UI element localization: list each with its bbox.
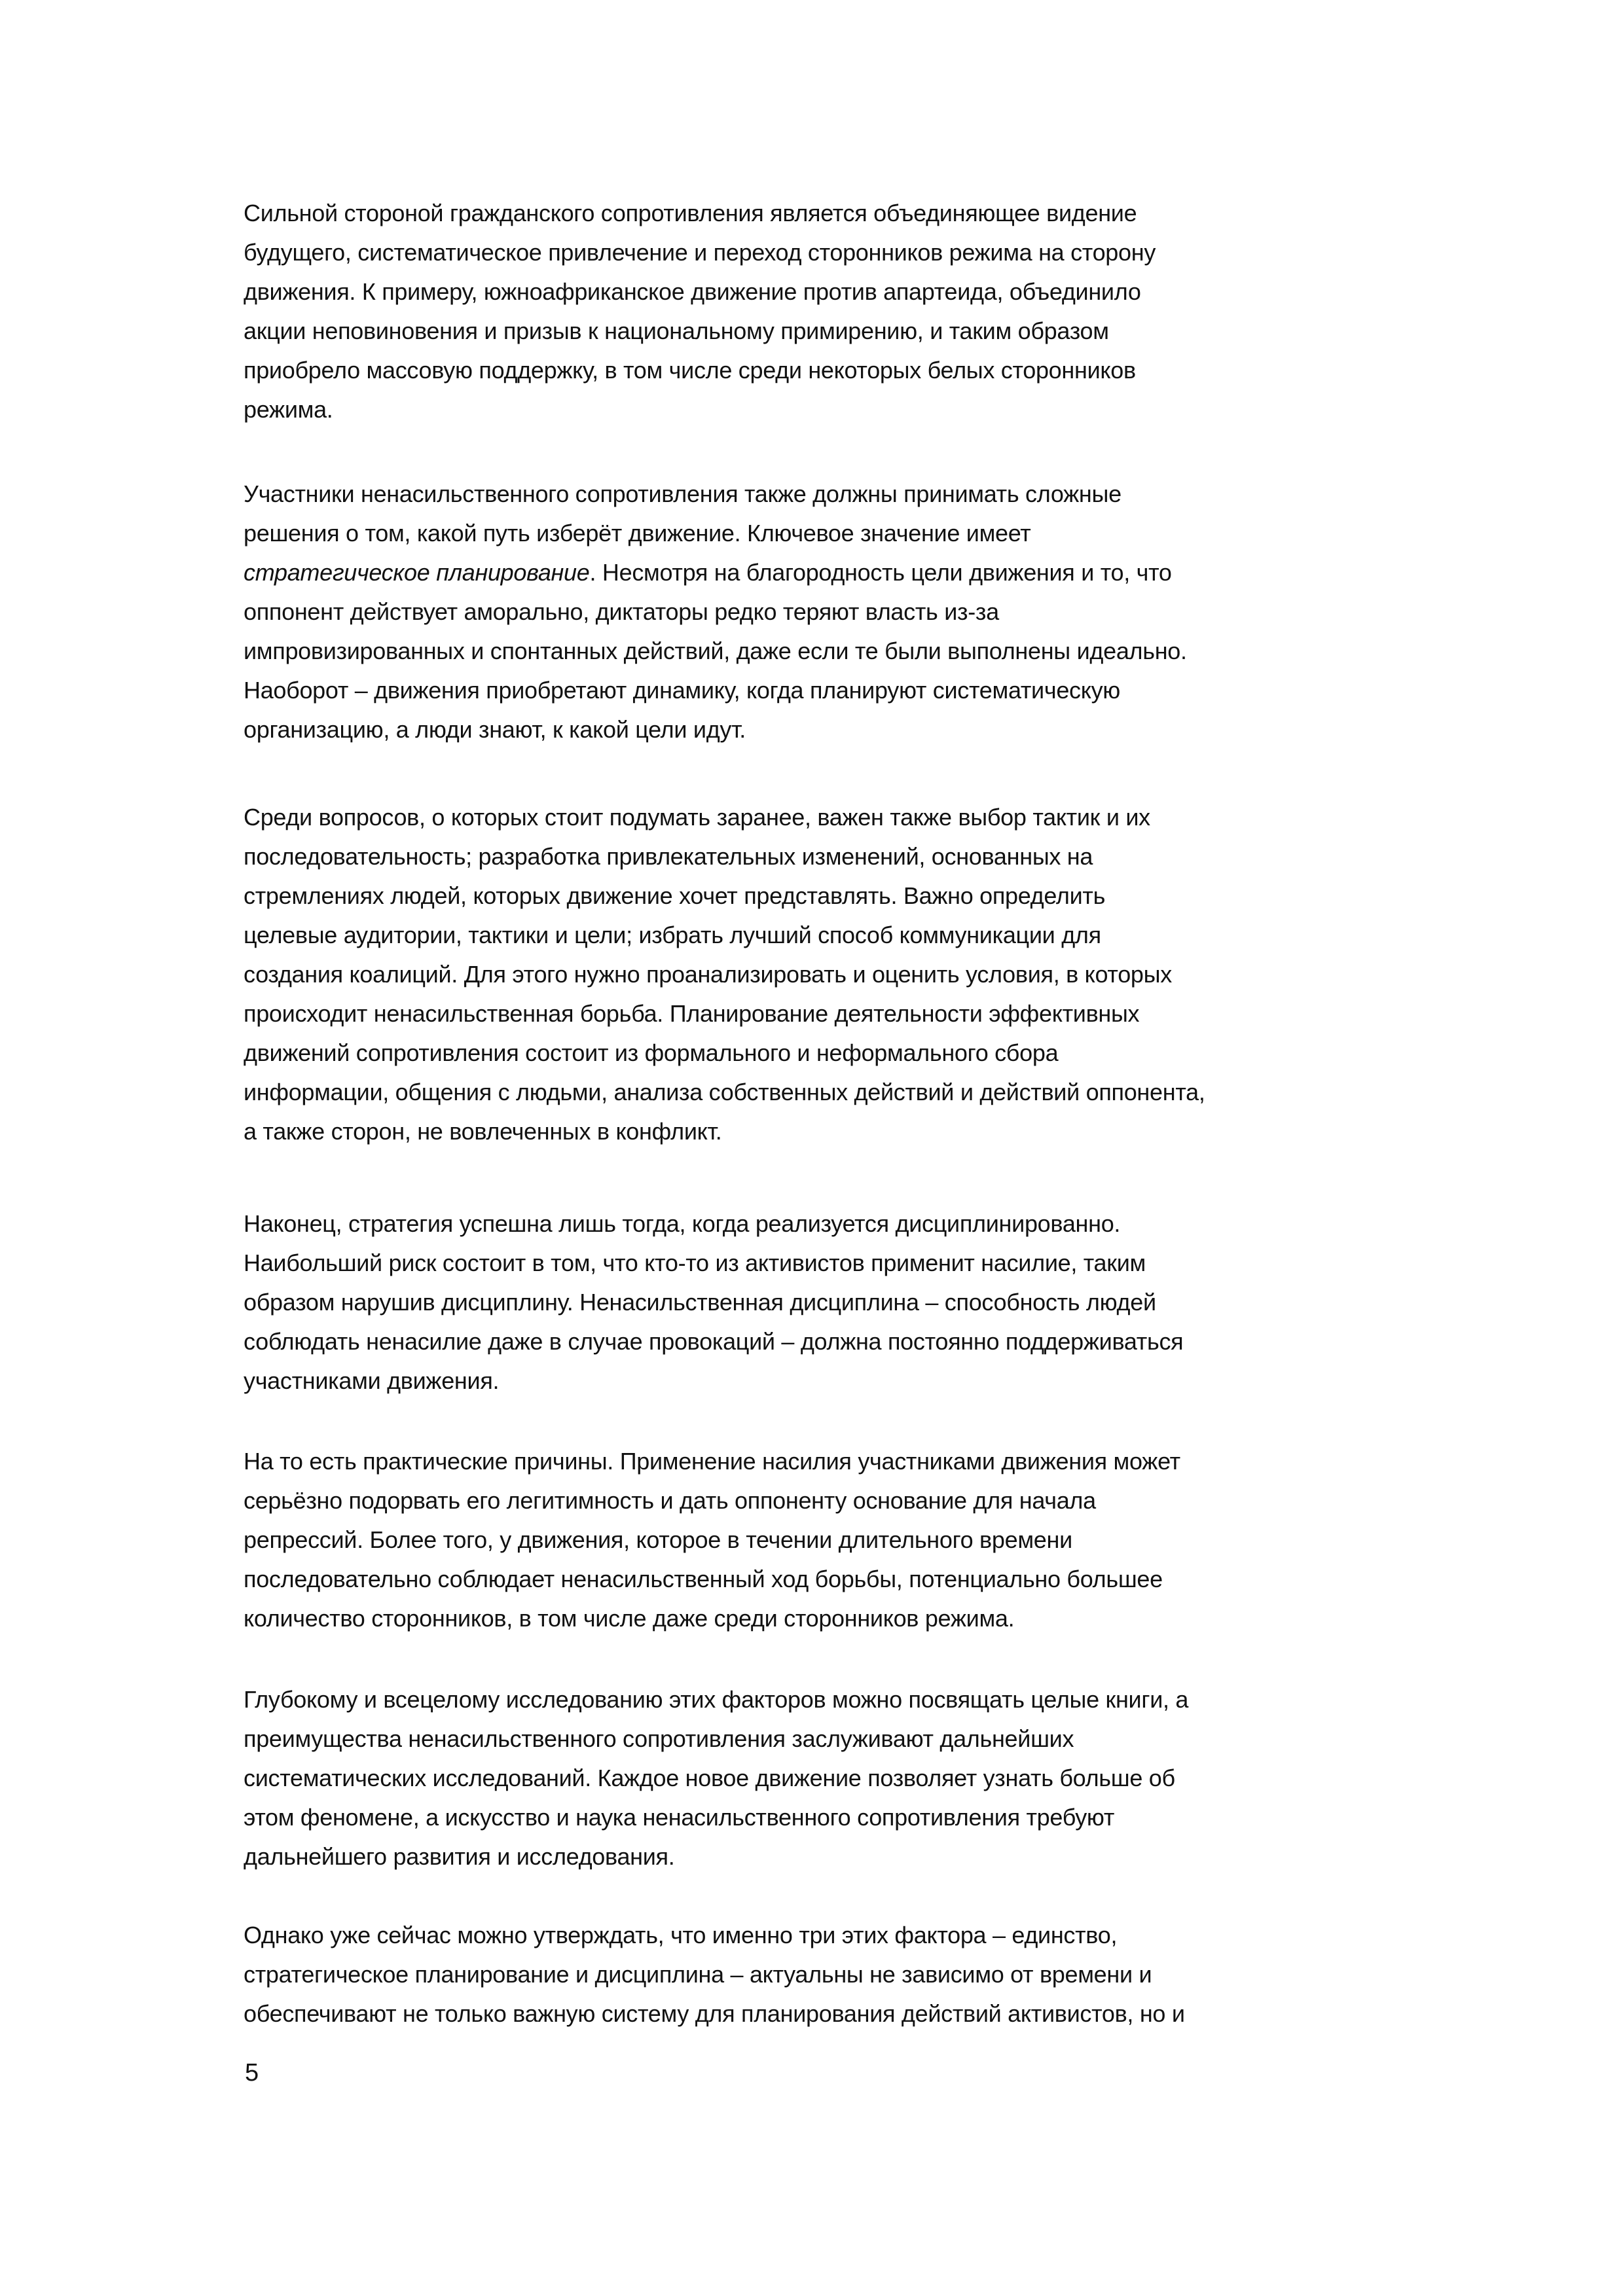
- text-line: а также сторон, не вовлеченных в конфликт.: [244, 1118, 722, 1145]
- text-line: преимущества ненасильственного сопротивления заслуживают дальнейших: [244, 1725, 1074, 1752]
- text-line: организацию, а люди знают, к какой цели идут.: [244, 716, 746, 743]
- paragraph-4: [244, 1204, 1396, 1401]
- italic-emphasis: стратегическое планирование: [244, 559, 590, 586]
- text-line: последовательность; разработка привлекательных изменений, основанных на: [244, 843, 1093, 870]
- paragraph-5: [244, 1442, 1396, 1638]
- text-line: решения о том, какой путь изберёт движение. Ключевое значение имеет: [244, 520, 1031, 547]
- text-line: происходит ненасильственная борьба. Планирование деятельности эффективных: [244, 1000, 1140, 1027]
- text-line: будущего, систематическое привлечение и переход сторонников режима на сторону: [244, 239, 1156, 266]
- text-line: серьёзно подорвать его легитимность и дать оппоненту основание для начала: [244, 1487, 1096, 1514]
- paragraph-1: [244, 194, 1396, 429]
- text-line: приобрело массовую поддержку, в том числе среди некоторых белых сторонников: [244, 357, 1136, 384]
- text-line: количество сторонников, в том числе даже среди сторонников режима.: [244, 1605, 1015, 1632]
- page-number: 5: [245, 2059, 259, 2087]
- text-line: стремлениях людей, которых движение хочет представлять. Важно определить: [244, 882, 1106, 909]
- text-line: Сильной стороной гражданского сопротивления является объединяющее видение: [244, 200, 1137, 226]
- paragraph-6: [244, 1680, 1396, 1876]
- text-fragment: . Несмотря на благородность цели движения и то, что: [589, 559, 1172, 586]
- text-line: последовательно соблюдает ненасильственный ход борьбы, потенциально большее: [244, 1566, 1163, 1592]
- text-line: обеспечивают не только важную систему для планирования действий активистов, но и: [244, 2000, 1185, 2027]
- text-line-mixed: [244, 553, 1396, 592]
- text-line: этом феномене, а искусство и наука ненасильственного сопротивления требуют: [244, 1804, 1115, 1831]
- text-line: Однако уже сейчас можно утверждать, что именно три этих фактора – единство,: [244, 1922, 1118, 1948]
- text-line: целевые аудитории, тактики и цели; избрать лучший способ коммуникации для: [244, 922, 1101, 948]
- text-line: участниками движения.: [244, 1367, 500, 1394]
- text-line: оппонент действует аморально, диктаторы редко теряют власть из-за: [244, 598, 999, 625]
- text-line: На то есть практические причины. Применение насилия участниками движения может: [244, 1448, 1180, 1475]
- text-line: Наибольший риск состоит в том, что кто-то из активистов применит насилие, таким: [244, 1249, 1146, 1276]
- text-line: акции неповиновения и призыв к национальному примирению, и таким образом: [244, 317, 1109, 344]
- text-line: систематических исследований. Каждое новое движение позволяет узнать больше об: [244, 1765, 1175, 1791]
- text-line: импровизированных и спонтанных действий, даже если те были выполнены идеально.: [244, 637, 1187, 664]
- text-line: соблюдать ненасилие даже в случае провокаций – должна постоянно поддерживаться: [244, 1328, 1184, 1355]
- text-line: дальнейшего развития и исследования.: [244, 1843, 675, 1870]
- text-line: режима.: [244, 396, 333, 423]
- text-line: создания коалиций. Для этого нужно проанализировать и оценить условия, в которых: [244, 961, 1172, 988]
- paragraph-3: [244, 798, 1396, 1151]
- text-line: Глубокому и всецелому исследованию этих факторов можно посвящать целые книги, а: [244, 1686, 1189, 1713]
- paragraph-2: [244, 475, 1396, 749]
- text-line: движений сопротивления состоит из формального и неформального сбора: [244, 1039, 1059, 1066]
- text-line: движения. К примеру, южноафриканское движение против апартеида, объединило: [244, 278, 1141, 305]
- text-line: Среди вопросов, о которых стоит подумать заранее, важен также выбор тактик и их: [244, 804, 1150, 831]
- text-line: стратегическое планирование и дисциплина – актуальны не зависимо от времени и: [244, 1961, 1152, 1988]
- text-line: образом нарушив дисциплину. Ненасильственная дисциплина – способность людей: [244, 1289, 1156, 1316]
- paragraph-7: [244, 1916, 1396, 2034]
- text-line: информации, общения с людьми, анализа собственных действий и действий оппонента,: [244, 1079, 1205, 1105]
- text-line: Наоборот – движения приобретают динамику, когда планируют систематическую: [244, 677, 1120, 704]
- text-line: репрессий. Более того, у движения, которое в течении длительного времени: [244, 1526, 1072, 1553]
- text-line: Наконец, стратегия успешна лишь тогда, когда реализуется дисциплинированно.: [244, 1210, 1121, 1237]
- text-line: Участники ненасильственного сопротивления также должны принимать сложные: [244, 480, 1122, 507]
